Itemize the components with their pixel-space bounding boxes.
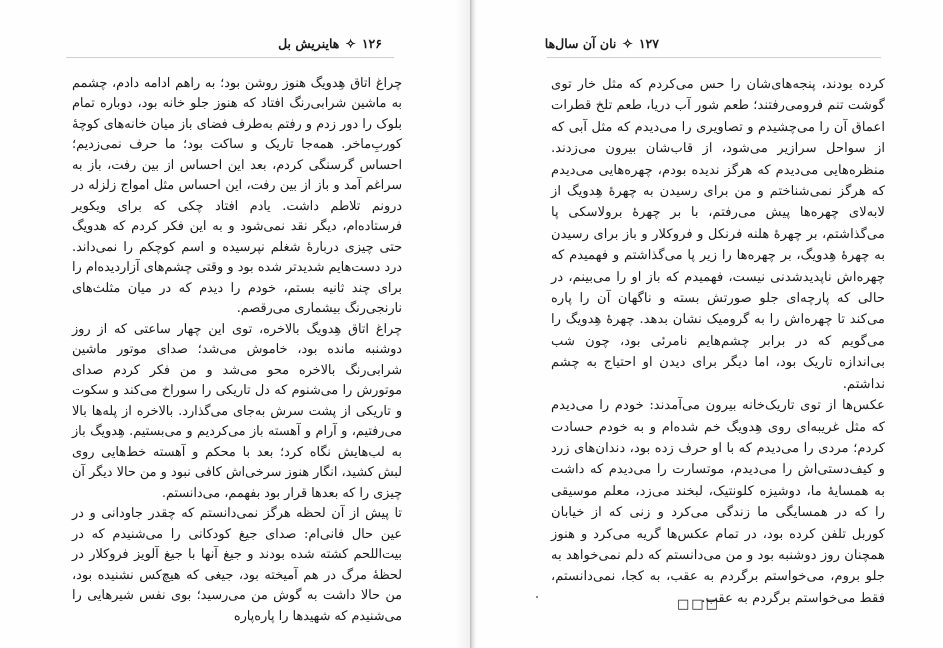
left-body-text: [72, 74, 402, 627]
right-paragraph-2: عکس‌ها از توی تاریک‌خانه بیرون می‌آمدند: خودم را می‌دیدم که مثل غریبه‌ای روی هِدویگ خم شده‌ام و به خودم حسادت کردم؛ مردی را می‌دیدم که با او حرف زده بود، دندان‌های زرد و کیف‌دستی‌اش را می‌دیدم، موتسارت را می‌دیدم که داشت به همسایهٔ ما، دوشیزه کلونتیک، لبخند می‌زد، معلم موسیقی را که در همسایگی ما زندگی می‌کرد و زنی که از خیابان کوربل تلفن کرده بود، در تمام عکس‌ها گریه می‌کرد و هنوز همچنان روز دوشنبه بود و من می‌دانستم که دلم نمی‌خواهد به جلو بروم، می‌خواستم برگردم به عقب، به کجا، نمی‌دانستم، فقط می‌خواستم برگردم به عقب.: [551, 398, 885, 606]
left-header-separator-icon: ✧: [345, 35, 356, 51]
chapter-end-mark: □□□: [677, 597, 720, 612]
left-running-head: [278, 34, 382, 52]
right-header-separator-icon: ✧: [622, 35, 633, 51]
left-header-rule: [66, 57, 394, 58]
right-page-number: ۱۲۷: [638, 35, 659, 51]
right-header-rule: [547, 57, 881, 58]
book-gutter: [470, 0, 477, 648]
left-paragraph-1: چراغ اتاق هِدویگ هنوز روشن بود؛ به راهم ادامه دادم، چشمم به ماشین شرابی‌رنگ افتاد که هنوز جلو خانه بود، دوباره تمام بلوک را دور زدم و رفتم به‌طرف فضای باز میان خانه‌های کوچهٔ کوربِ‌ماخر. همه‌جا تاریک و ساکت بود؛ ما حرف نمی‌زدیم؛ احساس گرسنگی کردم، بعد این احساس از بین رفت، باز به سراغم آمد و باز از بین رفت، این احساس مثل امواج زلزله در درونم تلاطم داشت. یادم افتاد چکی که برای ویکویر فرستاده‌ام، دیگر نقد نمی‌شود و به این فکر کردم که هدویگ حتی چیزی دربارهٔ شغلم نپرسیده و اسم کوچکم را نمی‌داند. درد دست‌هایم شدیدتر شده بود و وقتی چشم‌های آزاردیده‌ام را برای چند ثانیه بستم، خودم را دیدم که در میان مثلث‌های نارنجی‌رنگ بیشماری می‌رقصم.: [72, 76, 402, 317]
left-paragraph-3: تا پیش از آن لحظه هرگز نمی‌دانستم که چقدر جاودانی و در عین حال فانی‌ام: صدای جیغ کودکانی را می‌شنیدم که در بیت‌اللحم کشته شده بودند و جیغ آنها با جیغ آلویز فروکلار در لحظهٔ مرگ در هم آمیخته بود، جیغی که هیچ‌کس نشنیده بود، من حالا داشت به گوش من می‌رسید؛ بوی نفس شیرهایی را می‌شنیدم که شهیدها را پاره‌پاره: [72, 506, 402, 624]
right-running-head: [545, 34, 659, 52]
left-paragraph-2: چراغ اتاق هِدویگ بالاخره، توی این چهار ساعتی که از روز دوشنبه مانده بود، خاموش می‌شد؛ صدای موتور ماشین شرابی‌رنگ بالاخره محو می‌شد و من فکر کردم صدای موتورش را می‌شنوم که دل تاریکی را سوراخ می‌کند و سکوت و تاریکی از پشت سرش به‌جای می‌گذارد. بالاخره از پله‌ها بالا می‌رفتیم، و آرام و آهسته باز می‌کردیم و می‌بستیم. هِدویگ باز به لب‌هایش نگاه کرد؛ بعد با محکم و آهسته خط‌هایی روی لبش کشید، انگار هنوز سرخی‌اش کافی نبود و من حالا دیگر آن چیزی را که بعدها قرار بود بفهمم، می‌دانستم.: [72, 321, 402, 501]
left-page-number: ۱۲۶: [361, 35, 382, 51]
left-page: [0, 0, 470, 648]
right-page: [477, 0, 943, 648]
right-body-text: [551, 74, 885, 609]
margin-dot: [536, 596, 538, 598]
right-book-title: نان آن سال‌ها: [544, 35, 617, 51]
right-paragraph-1: کرده بودند، پنجه‌های‌شان را حس می‌کردم که مثل خار توی گوشت تنم فرومی‌رفتند؛ طعم شور آب دریا، طعم تلخ قطرات اعماق آن را می‌چشیدم و تصاویری را می‌دیدم که مثل آبی که از سواحل سرازیر می‌شود، از قاب‌شان بیرون می‌زدند. منظره‌هایی می‌دیدم که هرگز ندیده بودم، چهره‌هایی می‌دیدم که هرگز نمی‌شناختم و من برای رسیدن به چهرهٔ هِدویگ از لابه‌لای چهره‌ها پیش می‌رفتم، با بر چهرهٔ برولاسکی پا می‌گذاشتم، بر چهرهٔ هلنه فرنکل و فروکلار و باز برای رسیدن به چهرهٔ هِدویگ، بر چهره‌ها را زیر پا می‌گذاشتم و فهمیدم که چهره‌اش ناپدیدشدنی نیست، فهمیدم که باز او را می‌بینم، در حالی که پارچه‌ای جلو صورتش بسته و ناگهان آن را پاره می‌کند تا چهره‌اش را به گرومیک نشان بدهد. چهرهٔ هِدویگ را می‌گویم که در برابر چشم‌هایم نامرئی بود، چون شب بی‌اندازه تاریک بود، اما دیگر برای دیدن او احتیاج به چشم نداشتم.: [551, 77, 885, 392]
left-book-title: هاینریش بل: [278, 35, 340, 51]
